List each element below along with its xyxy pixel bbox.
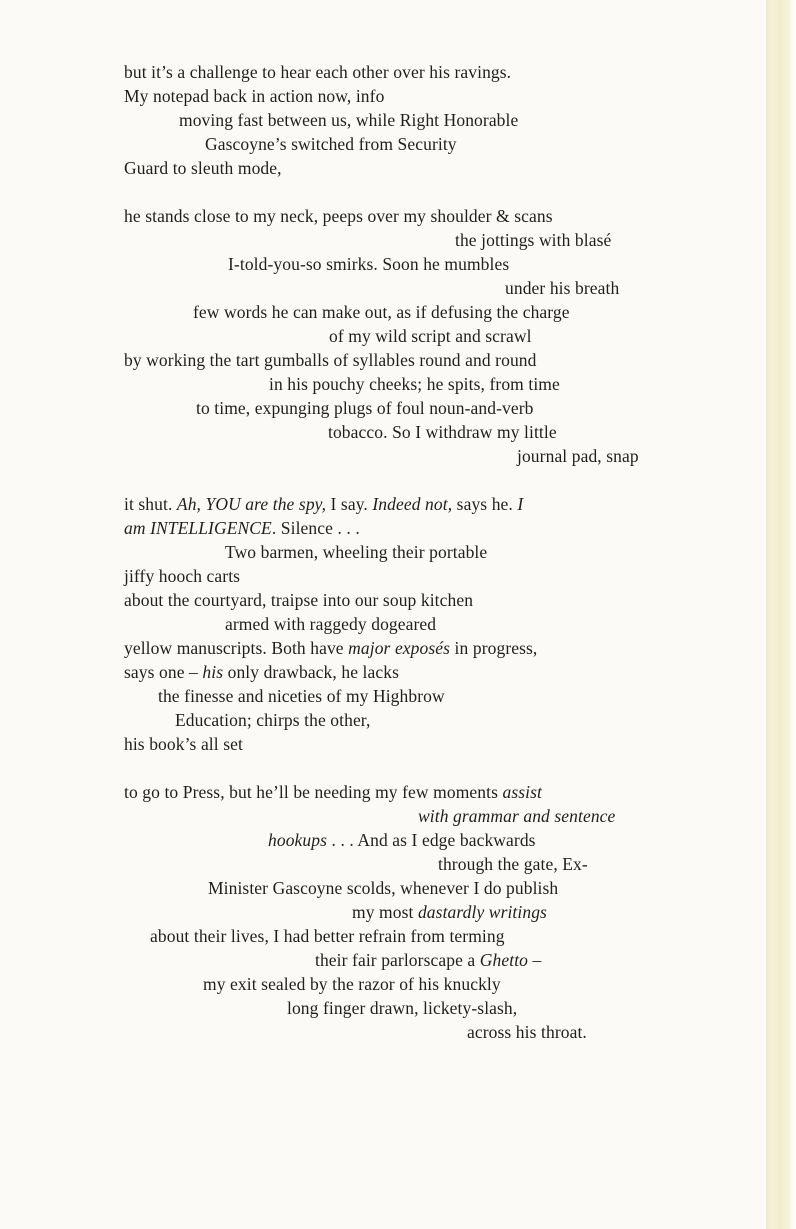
line-text: . . . And as I edge backwards — [327, 830, 536, 850]
poem-line — [225, 542, 487, 562]
poem-line — [269, 374, 560, 394]
line-text: in progress, — [450, 638, 538, 658]
line-text: his book’s all set — [124, 734, 243, 754]
poem-line — [124, 566, 240, 586]
line-text: the finesse and niceties of my Highbrow — [158, 686, 445, 706]
line-text: across his throat. — [467, 1022, 587, 1042]
line-text: to go to Press, but he’ll be needing my few moments — [124, 782, 503, 802]
line-text: journal pad, snap — [517, 446, 639, 466]
line-text: my exit sealed by the razor of his knuckly — [203, 974, 501, 994]
poem-line — [124, 86, 384, 106]
poem-line — [315, 950, 541, 970]
line-text: it shut. — [124, 494, 177, 514]
poem-line — [124, 350, 537, 370]
poem-line — [438, 854, 588, 874]
line-text: jiffy hooch carts — [124, 566, 241, 586]
line-text: through the gate, Ex- — [438, 854, 588, 874]
line-text: only drawback, he lacks — [223, 662, 400, 682]
italic-text: Indeed not, — [372, 494, 453, 514]
poem-line — [124, 590, 473, 610]
poem-line — [124, 158, 282, 178]
line-text: the jottings with blasé — [455, 230, 612, 250]
italic-text: with grammar and sentence — [418, 806, 616, 826]
italic-text: major exposés — [348, 638, 451, 658]
line-text: by working the tart gumballs of syllables round and round — [124, 350, 537, 370]
line-text: I-told-you-so smirks. Soon he mumbles — [228, 254, 510, 274]
line-text: about the courtyard, traipse into our soup kitchen — [124, 590, 474, 610]
line-text: few words he can make out, as if defusing the charge — [193, 302, 570, 322]
poem-line — [124, 734, 243, 754]
poem-line — [124, 662, 399, 682]
poem-line — [124, 782, 542, 802]
line-text: to time, expunging plugs of foul noun-and-verb — [196, 398, 534, 418]
line-text: their fair parlorscape a — [315, 950, 480, 970]
italic-text: I — [517, 494, 524, 514]
line-text: under his breath — [505, 278, 620, 298]
poem-line — [124, 494, 523, 514]
line-text: says he. — [452, 494, 518, 514]
italic-text: am INTELLIGENCE — [124, 518, 272, 538]
line-text: says one – — [124, 662, 203, 682]
italic-text: dastardly writings — [417, 902, 547, 922]
poem-line — [203, 974, 501, 994]
poem-line — [352, 902, 547, 922]
line-text: . Silence . . . — [271, 518, 360, 538]
poem-line — [205, 134, 457, 154]
line-text: tobacco. So I withdraw my little — [328, 422, 557, 442]
line-text: Two barmen, wheeling their portable — [225, 542, 488, 562]
line-text: – — [528, 950, 542, 970]
poem-line — [179, 110, 518, 130]
poem-line — [158, 686, 445, 706]
poem-line — [505, 278, 619, 298]
poem-line — [208, 878, 558, 898]
line-text: armed with raggedy dogeared — [225, 614, 437, 634]
line-text: he stands close to my neck, peeps over my shoulder & scans — [124, 206, 553, 226]
poem-line — [124, 638, 537, 658]
line-text: Education; chirps the other, — [175, 710, 371, 730]
italic-text: Ah, YOU are the spy, — [176, 494, 327, 514]
line-text: but it’s a challenge to hear each other over his ravings. — [124, 62, 512, 82]
line-text: yellow manuscripts. Both have — [124, 638, 349, 658]
poem-line — [124, 62, 511, 82]
poem-line — [150, 926, 505, 946]
line-text: Guard to sleuth mode, — [124, 158, 282, 178]
poem-line — [328, 422, 557, 442]
poem-line — [455, 230, 611, 250]
poem-line — [225, 614, 436, 634]
poem-line — [124, 206, 553, 226]
line-text: Minister Gascoyne scolds, whenever I do publish — [208, 878, 559, 898]
italic-text: assist — [502, 782, 542, 802]
line-text: my most — [352, 902, 418, 922]
poem-line — [268, 830, 536, 850]
poem-line — [193, 302, 570, 322]
italic-text: hookups — [268, 830, 328, 850]
line-text: of my wild script and scrawl — [329, 326, 532, 346]
poem-line — [228, 254, 509, 274]
line-text: My notepad back in action now, info — [124, 86, 385, 106]
italic-text: his — [202, 662, 224, 682]
poem-line — [467, 1022, 587, 1042]
poem-line — [287, 998, 517, 1018]
poem-line — [175, 710, 371, 730]
line-text: Gascoyne’s switched from Security — [205, 134, 457, 154]
poem-line — [517, 446, 639, 466]
poem-line — [418, 806, 615, 826]
page-edge — [766, 0, 796, 1229]
line-text: about their lives, I had better refrain from terming — [150, 926, 505, 946]
line-text: moving fast between us, while Right Honorable — [179, 110, 519, 130]
italic-text: Ghetto — [479, 950, 529, 970]
line-text: I say. — [326, 494, 373, 514]
poem-line — [329, 326, 532, 346]
poem-line — [196, 398, 534, 418]
line-text: long finger drawn, lickety-slash, — [287, 998, 518, 1018]
poem-line — [124, 518, 360, 538]
line-text: in his pouchy cheeks; he spits, from time — [269, 374, 560, 394]
